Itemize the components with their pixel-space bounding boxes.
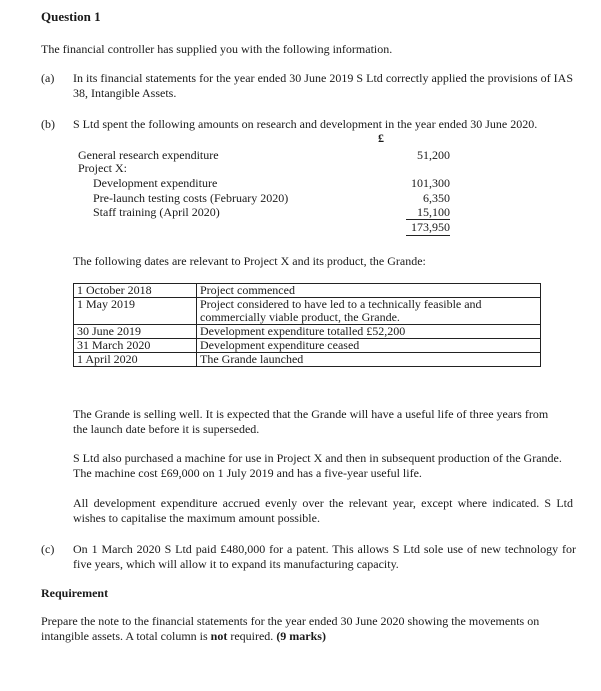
event-cell: Project considered to have led to a technically feasible and commercially viable product, the Grande. <box>197 298 541 325</box>
part-c-label: (c) <box>41 542 55 556</box>
date-cell: 1 October 2018 <box>74 284 197 298</box>
dates-intro: The following dates are relevant to Project X and its product, the Grande: <box>73 254 426 268</box>
general-research-amount: 51,200 <box>417 148 450 162</box>
development-label: Development expenditure <box>93 176 218 190</box>
event-cell: Development expenditure ceased <box>197 339 541 353</box>
requirement-heading: Requirement <box>41 586 109 600</box>
table-row <box>74 284 541 298</box>
table-row <box>74 298 541 325</box>
requirement-text-after: required. <box>227 629 277 643</box>
prelaunch-label: Pre-launch testing costs (February 2020) <box>93 191 289 205</box>
staff-training-amount: 15,100 <box>417 205 450 219</box>
accrued-paragraph: All development expenditure accrued evenly over the relevant year, except where indicated. S Ltd wishes to capitalise the maximum amount possible. <box>73 496 573 525</box>
general-research-label: General research expenditure <box>78 148 219 162</box>
date-cell: 30 June 2019 <box>74 325 197 339</box>
total-rule <box>406 235 450 236</box>
machine-paragraph: S Ltd also purchased a machine for use in Project X and then in subsequent production of the Grande. The machine cost £69,000 on 1 July 2019 and has a five-year useful life. <box>73 451 562 480</box>
table-row <box>74 325 541 339</box>
currency-header: £ <box>378 131 384 145</box>
table-row <box>74 339 541 353</box>
part-b-label: (b) <box>41 117 55 131</box>
requirement-not: not <box>210 629 228 643</box>
prelaunch-amount: 6,350 <box>423 191 450 205</box>
question-title: Question 1 <box>41 9 101 24</box>
date-cell: 1 April 2020 <box>74 353 197 367</box>
part-a-label: (a) <box>41 71 55 85</box>
dates-table <box>73 283 541 367</box>
event-cell: The Grande launched <box>197 353 541 367</box>
total-amount: 173,950 <box>411 220 450 234</box>
event-cell: Project commenced <box>197 284 541 298</box>
part-b-text: S Ltd spent the following amounts on research and development in the year ended 30 June 2020. <box>73 117 538 131</box>
staff-training-label: Staff training (April 2020) <box>93 205 220 219</box>
development-amount: 101,300 <box>411 176 450 190</box>
date-cell: 31 March 2020 <box>74 339 197 353</box>
selling-paragraph: The Grande is selling well. It is expected that the Grande will have a useful life of three years from the launch date before it is superseded. <box>73 407 549 436</box>
table-row <box>74 353 541 367</box>
requirement-marks: (9 marks) <box>276 629 326 643</box>
project-x-label: Project X: <box>78 161 127 175</box>
part-a-text: In its financial statements for the year ended 30 June 2019 S Ltd correctly applied the provisions of IAS 38, Intangible Assets. <box>73 71 573 100</box>
requirement-text <box>41 614 581 644</box>
requirement-text-before: Prepare the note to the financial statements for the year ended 30 June 2020 showing the movements on intangible assets. A total column is <box>41 614 540 643</box>
event-cell: Development expenditure totalled £52,200 <box>197 325 541 339</box>
date-cell: 1 May 2019 <box>74 298 197 325</box>
intro-text: The financial controller has supplied you with the following information. <box>41 42 393 56</box>
part-c-text: On 1 March 2020 S Ltd paid £480,000 for a patent. This allows S Ltd sole use of new technology for five years, which will allow it to expand its manufacturing capacity. <box>73 542 576 571</box>
